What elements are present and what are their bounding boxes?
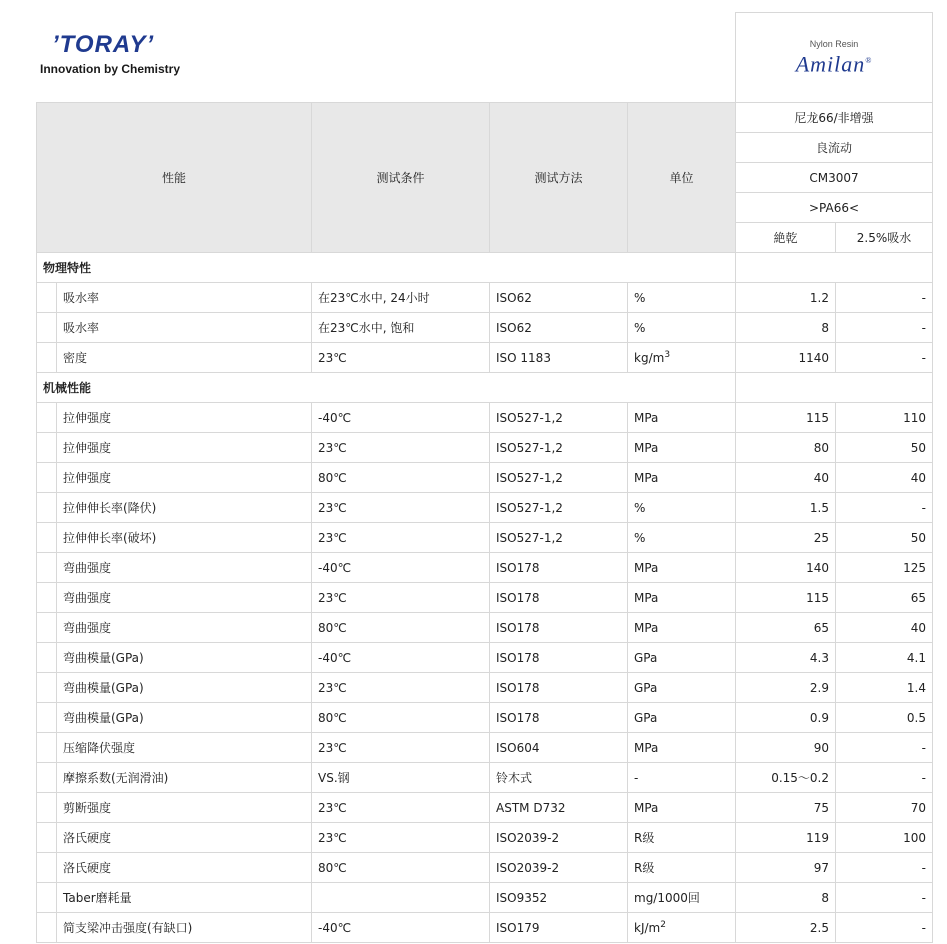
unit-text: MPa: [634, 440, 659, 455]
property-name: 拉伸强度: [57, 433, 312, 463]
table-row: [37, 643, 933, 673]
unit-cell: [628, 703, 736, 733]
value-dry: 40: [736, 463, 836, 493]
value-wet: 4.1: [836, 643, 933, 673]
unit-cell: [628, 583, 736, 613]
unit-text: %: [634, 320, 646, 335]
value-wet: 65: [836, 583, 933, 613]
table-row: [37, 793, 933, 823]
table-row: [37, 823, 933, 853]
table-row: [37, 283, 933, 313]
test-condition: 23℃: [312, 523, 490, 553]
row-indent: [37, 673, 57, 703]
property-name: Taber磨耗量: [57, 883, 312, 913]
unit-cell: [628, 643, 736, 673]
table-row: [37, 733, 933, 763]
row-indent: [37, 733, 57, 763]
row-indent: [37, 763, 57, 793]
grade-marking: >PA66<: [736, 193, 933, 223]
test-method: ISO62: [490, 283, 628, 313]
value-dry: 8: [736, 313, 836, 343]
table-row: [37, 343, 933, 373]
test-condition: 23℃: [312, 493, 490, 523]
unit-cell: [628, 613, 736, 643]
header-property: 性能: [37, 103, 312, 253]
unit-superscript: 3: [664, 350, 671, 360]
value-wet: -: [836, 883, 933, 913]
test-method: ISO178: [490, 703, 628, 733]
value-wet: 50: [836, 433, 933, 463]
value-dry: 0.15～0.2: [736, 763, 836, 793]
unit-text: R级: [634, 831, 655, 845]
unit-text: MPa: [634, 410, 659, 425]
property-name: 吸水率: [57, 283, 312, 313]
test-condition: 23℃: [312, 433, 490, 463]
table-row: [37, 553, 933, 583]
test-method: ISO604: [490, 733, 628, 763]
table-row: [37, 913, 933, 943]
grade-dry-header: 絶乾: [736, 223, 836, 253]
property-name: 弯曲模量(GPa): [57, 673, 312, 703]
value-dry: 0.9: [736, 703, 836, 733]
table-row: [37, 583, 933, 613]
unit-text: MPa: [634, 470, 659, 485]
table-row: [37, 883, 933, 913]
property-name: 压缩降伏强度: [57, 733, 312, 763]
row-indent: [37, 433, 57, 463]
property-name: 弯曲强度: [57, 553, 312, 583]
property-name: 拉伸强度: [57, 463, 312, 493]
unit-cell: [628, 343, 736, 373]
test-condition: -40℃: [312, 553, 490, 583]
toray-tagline: Innovation by Chemistry: [40, 62, 181, 76]
test-method: ISO9352: [490, 883, 628, 913]
unit-cell: [628, 763, 736, 793]
test-condition: -40℃: [312, 913, 490, 943]
value-wet: 40: [836, 463, 933, 493]
property-name: 密度: [57, 343, 312, 373]
value-dry: 2.5: [736, 913, 836, 943]
value-dry: 65: [736, 613, 836, 643]
value-wet: 100: [836, 823, 933, 853]
unit-text: GPa: [634, 680, 658, 695]
value-dry: 2.9: [736, 673, 836, 703]
unit-cell: [628, 733, 736, 763]
property-name: 拉伸伸长率(破坏): [57, 523, 312, 553]
value-dry: 140: [736, 553, 836, 583]
test-condition: 23℃: [312, 793, 490, 823]
value-wet: -: [836, 733, 933, 763]
row-indent: [37, 853, 57, 883]
row-indent: [37, 613, 57, 643]
table-row: [37, 433, 933, 463]
value-dry: 1.5: [736, 493, 836, 523]
test-method: ISO178: [490, 673, 628, 703]
unit-text: MPa: [634, 740, 659, 755]
unit-text: %: [634, 500, 646, 515]
header-unit: 单位: [628, 103, 736, 253]
unit-cell: [628, 493, 736, 523]
value-dry: 1.2: [736, 283, 836, 313]
table-row: [37, 493, 933, 523]
test-condition: 在23℃水中, 饱和: [312, 313, 490, 343]
value-wet: 125: [836, 553, 933, 583]
unit-cell: [628, 883, 736, 913]
test-method: ISO62: [490, 313, 628, 343]
row-indent: [37, 703, 57, 733]
test-condition: 23℃: [312, 343, 490, 373]
unit-cell: [628, 673, 736, 703]
test-method: ISO2039-2: [490, 823, 628, 853]
category-title: 机械性能: [37, 373, 736, 403]
value-dry: 90: [736, 733, 836, 763]
category-spacer: [736, 373, 933, 403]
table-row: [37, 853, 933, 883]
test-method: ISO527-1,2: [490, 523, 628, 553]
property-name: 洛氏硬度: [57, 823, 312, 853]
property-name: 吸水率: [57, 313, 312, 343]
unit-text: MPa: [634, 620, 659, 635]
test-condition: VS.钢: [312, 763, 490, 793]
unit-cell: [628, 523, 736, 553]
value-wet: 0.5: [836, 703, 933, 733]
unit-cell: [628, 793, 736, 823]
table-row: [37, 313, 933, 343]
value-wet: -: [836, 763, 933, 793]
unit-cell: [628, 403, 736, 433]
value-wet: -: [836, 853, 933, 883]
unit-cell: [628, 433, 736, 463]
header-condition: 测试条件: [312, 103, 490, 253]
value-wet: 1.4: [836, 673, 933, 703]
table-row: [37, 703, 933, 733]
row-indent: [37, 583, 57, 613]
test-condition: [312, 883, 490, 913]
test-condition: 80℃: [312, 853, 490, 883]
property-name: 弯曲模量(GPa): [57, 643, 312, 673]
row-indent: [37, 553, 57, 583]
value-wet: -: [836, 283, 933, 313]
unit-cell: [628, 463, 736, 493]
property-name: 剪断强度: [57, 793, 312, 823]
test-condition: 23℃: [312, 673, 490, 703]
test-method: ISO178: [490, 613, 628, 643]
value-wet: -: [836, 343, 933, 373]
grade-feature: 良流动: [736, 133, 933, 163]
property-name: 弯曲强度: [57, 613, 312, 643]
row-indent: [37, 793, 57, 823]
property-name: 拉伸强度: [57, 403, 312, 433]
test-condition: -40℃: [312, 403, 490, 433]
value-dry: 115: [736, 403, 836, 433]
unit-superscript: 2: [660, 920, 666, 930]
grade-code: CM3007: [736, 163, 933, 193]
spec-table: [36, 12, 933, 943]
unit-text: -: [634, 770, 639, 785]
test-method: 铃木式: [490, 763, 628, 793]
amilan-wordmark: Amilan: [795, 51, 866, 77]
property-name: 洛氏硬度: [57, 853, 312, 883]
test-method: ISO179: [490, 913, 628, 943]
property-name: 摩擦系数(无润滑油): [57, 763, 312, 793]
value-wet: -: [836, 493, 933, 523]
test-condition: -40℃: [312, 643, 490, 673]
test-method: ISO178: [490, 643, 628, 673]
table-row: [37, 403, 933, 433]
value-wet: 110: [836, 403, 933, 433]
amilan-subtitle: Nylon Resin: [809, 38, 859, 49]
value-dry: 75: [736, 793, 836, 823]
value-dry: 1140: [736, 343, 836, 373]
row-indent: [37, 823, 57, 853]
unit-text: %: [634, 530, 646, 545]
property-name: 拉伸伸长率(降伏): [57, 493, 312, 523]
property-name: 弯曲强度: [57, 583, 312, 613]
test-condition: 80℃: [312, 703, 490, 733]
row-indent: [37, 313, 57, 343]
test-condition: 23℃: [312, 823, 490, 853]
test-method: ISO527-1,2: [490, 433, 628, 463]
row-indent: [37, 283, 57, 313]
grade-material: 尼龙66/非增强: [736, 103, 933, 133]
test-condition: 80℃: [312, 613, 490, 643]
row-indent: [37, 343, 57, 373]
value-wet: 70: [836, 793, 933, 823]
value-wet: -: [836, 913, 933, 943]
test-condition: 23℃: [312, 583, 490, 613]
category-title: 物理特性: [37, 253, 736, 283]
value-wet: -: [836, 313, 933, 343]
unit-text: MPa: [634, 590, 659, 605]
unit-text: MPa: [634, 560, 659, 575]
value-dry: 8: [736, 883, 836, 913]
value-dry: 97: [736, 853, 836, 883]
table-row: [37, 523, 933, 553]
unit-text: R级: [634, 861, 655, 875]
value-dry: 119: [736, 823, 836, 853]
amilan-logo: [736, 13, 933, 103]
category-spacer: [736, 253, 933, 283]
row-indent: [37, 463, 57, 493]
unit-cell: [628, 823, 736, 853]
unit-cell: [628, 283, 736, 313]
unit-text: kJ/m: [634, 921, 661, 935]
row-indent: [37, 403, 57, 433]
unit-text: kg/m: [634, 351, 665, 365]
unit-text: MPa: [634, 800, 659, 815]
row-indent: [37, 913, 57, 943]
unit-text: mg/1000回: [634, 891, 700, 905]
header-method: 测试方法: [490, 103, 628, 253]
value-dry: 115: [736, 583, 836, 613]
value-dry: 4.3: [736, 643, 836, 673]
test-method: ISO 1183: [490, 343, 628, 373]
grade-wet-header: 2.5%吸水: [836, 223, 933, 253]
unit-cell: [628, 913, 736, 943]
property-name: 弯曲模量(GPa): [57, 703, 312, 733]
unit-cell: [628, 313, 736, 343]
row-indent: [37, 493, 57, 523]
category-row: [37, 373, 933, 403]
row-indent: [37, 523, 57, 553]
unit-text: GPa: [634, 710, 658, 725]
test-method: ISO527-1,2: [490, 403, 628, 433]
test-condition: 23℃: [312, 733, 490, 763]
category-row: [37, 253, 933, 283]
toray-wordmark: ’TORAY’: [52, 31, 155, 58]
unit-cell: [628, 553, 736, 583]
table-row: [37, 463, 933, 493]
value-dry: 80: [736, 433, 836, 463]
test-method: ISO178: [490, 553, 628, 583]
unit-cell: [628, 853, 736, 883]
registered-mark: ®: [865, 55, 873, 65]
table-row: [37, 673, 933, 703]
row-indent: [37, 643, 57, 673]
test-method: ISO527-1,2: [490, 463, 628, 493]
property-name: 简支梁冲击强度(有缺口): [57, 913, 312, 943]
table-row: [37, 613, 933, 643]
unit-text: %: [634, 290, 646, 305]
test-method: ISO527-1,2: [490, 493, 628, 523]
test-method: ASTM D732: [490, 793, 628, 823]
test-method: ISO2039-2: [490, 853, 628, 883]
table-row: [37, 763, 933, 793]
value-dry: 25: [736, 523, 836, 553]
row-indent: [37, 883, 57, 913]
value-wet: 40: [836, 613, 933, 643]
test-condition: 在23℃水中, 24小时: [312, 283, 490, 313]
value-wet: 50: [836, 523, 933, 553]
test-condition: 80℃: [312, 463, 490, 493]
test-method: ISO178: [490, 583, 628, 613]
unit-text: GPa: [634, 650, 658, 665]
